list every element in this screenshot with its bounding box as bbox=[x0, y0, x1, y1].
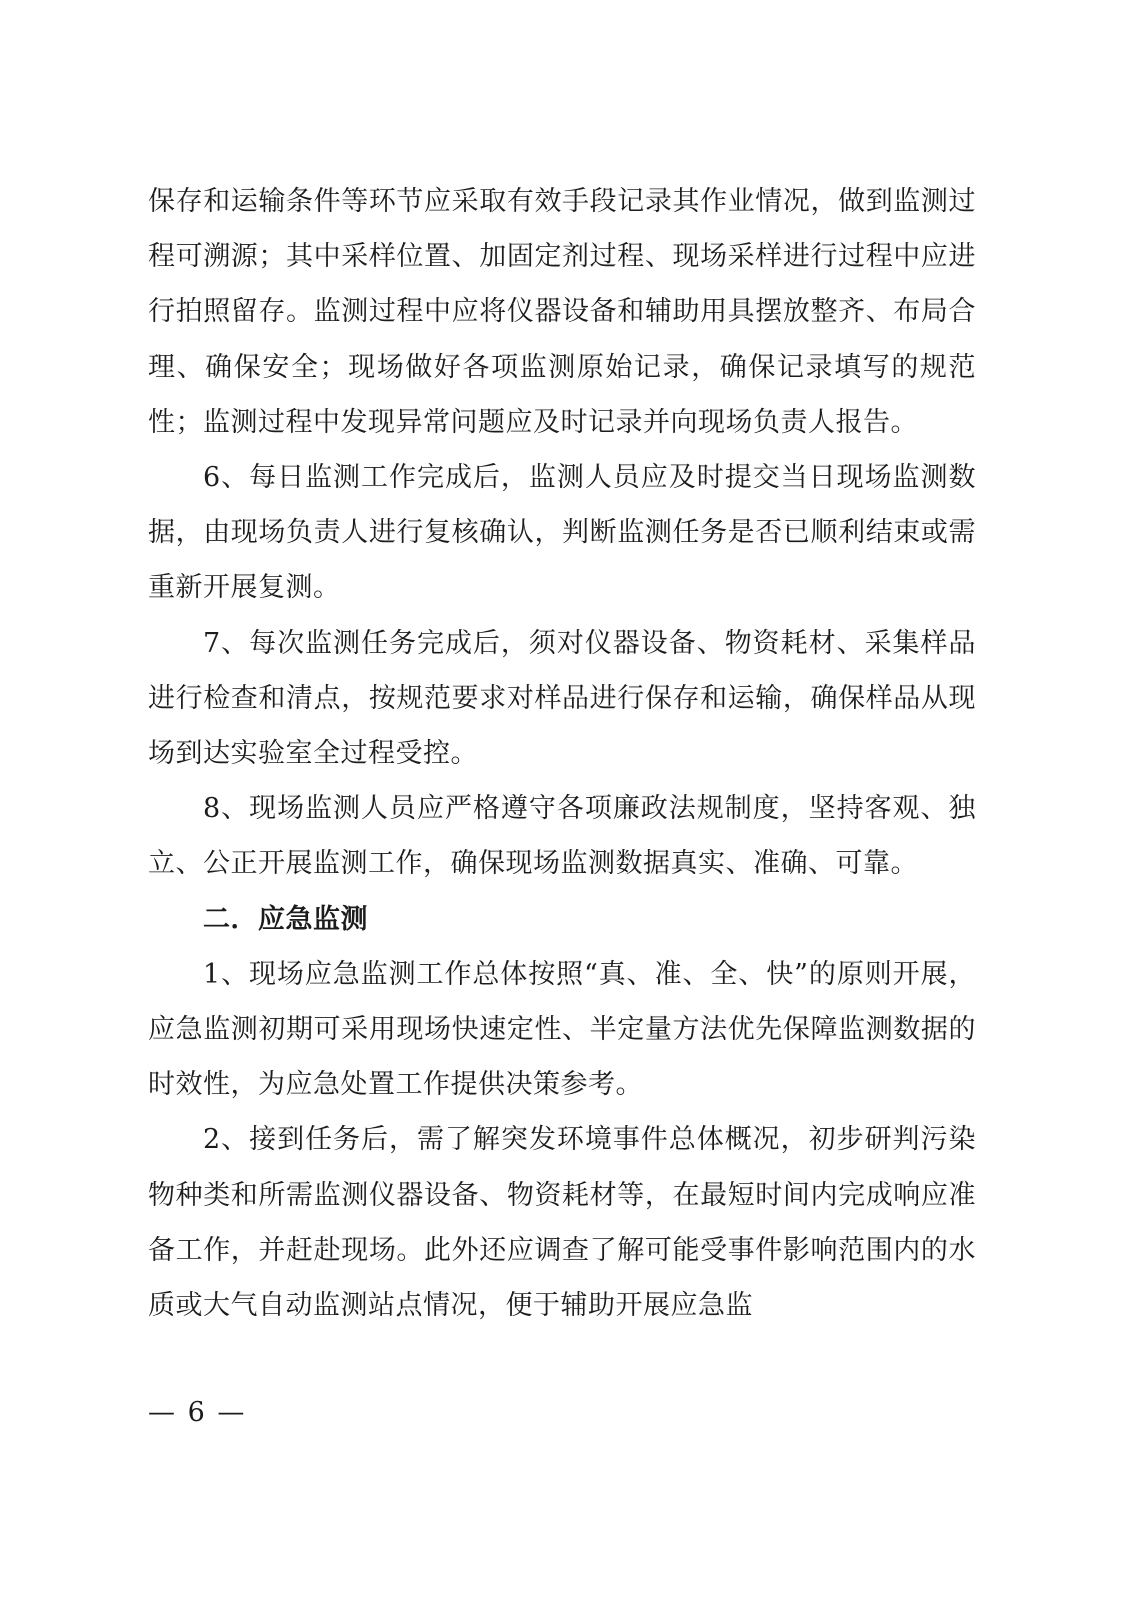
body-text bbox=[148, 174, 976, 1333]
section-heading-emergency-monitoring: 二．应急监测 bbox=[203, 903, 368, 935]
paragraph-emergency-2: 2、接到任务后，需了解突发环境事件总体概况，初步研判污染物种类和所需监测仪器设备、物资耗材等，在最短时间内完成响应准备工作，并赶赴现场。此外还应调查了解可能受事件影响范围内的水质或大气自动监测站点情况，便于辅助开展应急监 bbox=[148, 1124, 976, 1322]
paragraph-continued: 保存和运输条件等环节应采取有效手段记录其作业情况，做到监测过程可溯源；其中采样位置、加固定剂过程、现场采样进行过程中应进行拍照留存。监测过程中应将仪器设备和辅助用具摆放整齐、布局合理、确保安全；现场做好各项监测原始记录，确保记录填写的规范性；监测过程中发现异常问题应及时记录并向现场负责人报告。 bbox=[148, 186, 976, 438]
paragraph-item-7: 7、每次监测任务完成后，须对仪器设备、物资耗材、采集样品进行检查和清点，按规范要求对样品进行保存和运输，确保样品从现场到达实验室全过程受控。 bbox=[148, 627, 976, 770]
paragraph-item-6: 6、每日监测工作完成后，监测人员应及时提交当日现场监测数据，由现场负责人进行复核确认，判断监测任务是否已顺利结束或需重新开展复测。 bbox=[148, 462, 976, 604]
paragraph-item-8: 8、现场监测人员应严格遵守各项廉政法规制度，坚持客观、独立、公正开展监测工作，确保现场监测数据真实、准确、可靠。 bbox=[148, 793, 976, 880]
paragraph-emergency-1: 1、现场应急监测工作总体按照“真、准、全、快”的原则开展，应急监测初期可采用现场快速定性、半定量方法优先保障监测数据的时效性，为应急处置工作提供决策参考。 bbox=[148, 958, 976, 1101]
page-number: — 6 — bbox=[148, 1397, 247, 1428]
